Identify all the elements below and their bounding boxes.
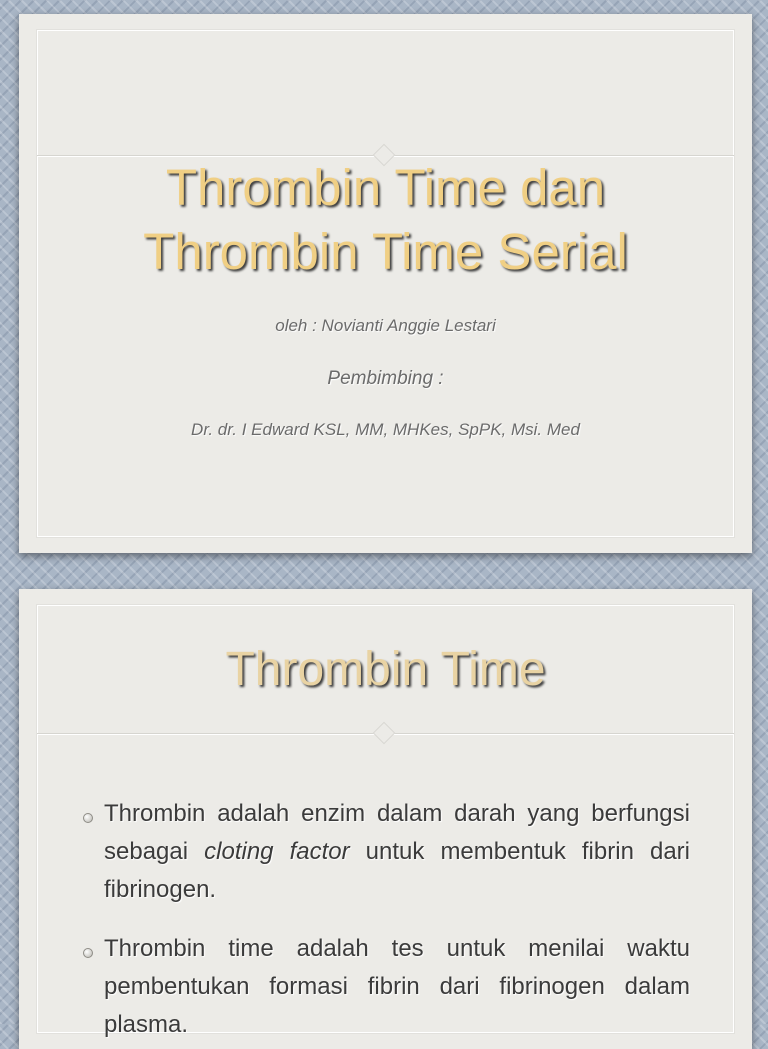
slide-title-line-1: Thrombin Time dan — [165, 159, 606, 216]
bullet-dot-icon — [83, 948, 93, 958]
bullet-text: untuk membentuk fibrin dari fibrinogen. — [104, 838, 690, 903]
bullet-dot-icon — [83, 813, 93, 823]
title-slide — [19, 14, 752, 553]
supervisor-label: Pembimbing : — [327, 368, 444, 389]
content-slide — [19, 589, 752, 1049]
bullet-italic-term: cloting factor — [204, 838, 350, 865]
bullet-text: Thrombin adalah enzim dalam darah yang berfungsi sebagai — [104, 800, 690, 865]
list-item — [83, 795, 690, 909]
bullet-text: Thrombin time adalah tes untuk menilai waktu pembentukan formasi fibrin dari fibrinogen dalam plasma. — [104, 935, 690, 1038]
slide-title: Thrombin Time — [225, 643, 546, 696]
divider-ornament — [373, 722, 396, 745]
author-line: oleh : Novianti Anggie Lestari — [275, 316, 496, 335]
slide-title-line-2: Thrombin Time Serial — [143, 223, 628, 280]
supervisor-name: Dr. dr. I Edward KSL, MM, MHKes, SpPK, Msi. Med — [191, 420, 580, 439]
list-item — [83, 930, 690, 1044]
bullet-list — [83, 795, 690, 1049]
